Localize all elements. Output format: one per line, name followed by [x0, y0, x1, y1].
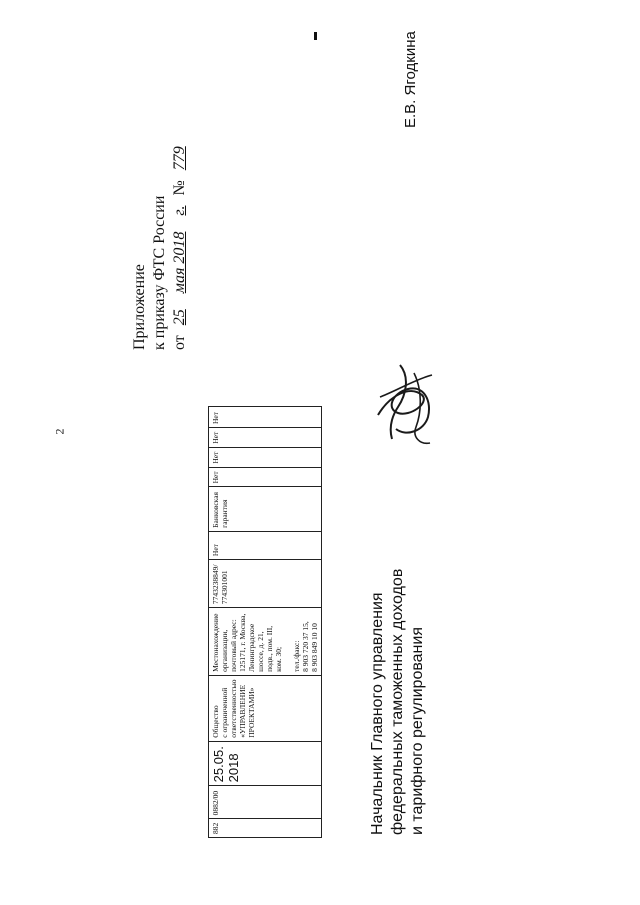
- number-prefix: №: [171, 180, 188, 196]
- page-number: 2: [52, 428, 67, 435]
- date-day: 25: [171, 309, 188, 326]
- corner-mark: [314, 32, 317, 40]
- signatory-name: Е.В. Ягодкина: [402, 31, 419, 128]
- cell-date: 25.05. 2018: [209, 741, 322, 786]
- order-number: 779: [171, 146, 188, 171]
- cell-col10: Нет: [209, 447, 322, 467]
- cell-col11: Нет: [209, 427, 322, 447]
- date-prefix: от: [171, 335, 188, 350]
- signatory-title-line3: и тарифного регулирования: [409, 627, 426, 835]
- handwritten-signature: [370, 355, 440, 455]
- registry-table: [208, 406, 322, 838]
- appendix-title: Приложение: [131, 264, 148, 350]
- cell-col7: Нет: [209, 531, 322, 559]
- registry-table-wrapper: [208, 406, 322, 838]
- appendix-date-line: [170, 130, 190, 350]
- cell-col12: Нет: [209, 407, 322, 428]
- cell-guarantee-type: Банковская гарантия: [209, 487, 322, 531]
- signatory-title-line2: федеральных таможенных доходов: [389, 568, 406, 835]
- appendix-order-ref: к приказу ФТС России: [151, 195, 168, 350]
- cell-reg-code: 882: [209, 819, 322, 838]
- date-month-year: мая 2018: [171, 231, 188, 294]
- signatory-title: [368, 569, 428, 835]
- cell-organization: Общество с ограниченной ответственностью «УПРАВЛЕНИЕ ПРОЕКТАМИ»: [209, 675, 322, 741]
- cell-col9: Нет: [209, 467, 322, 487]
- signatory-title-line1: Начальник Главного управления: [369, 592, 386, 835]
- cell-reg-number: 0882/00: [209, 786, 322, 819]
- table-row: [209, 407, 322, 838]
- date-suffix: г.: [171, 205, 188, 216]
- cell-inn-kpp: 7743238849/ 774301001: [209, 560, 322, 608]
- cell-address: Местонахождение организации, почтовый адрес: 125171, г. Москва, Ленинградское шоссе, д. 21, подв., пом. III, ком. 30; тел./факс: 8 903 720 37 15, 8 903 849 10 10: [209, 608, 322, 676]
